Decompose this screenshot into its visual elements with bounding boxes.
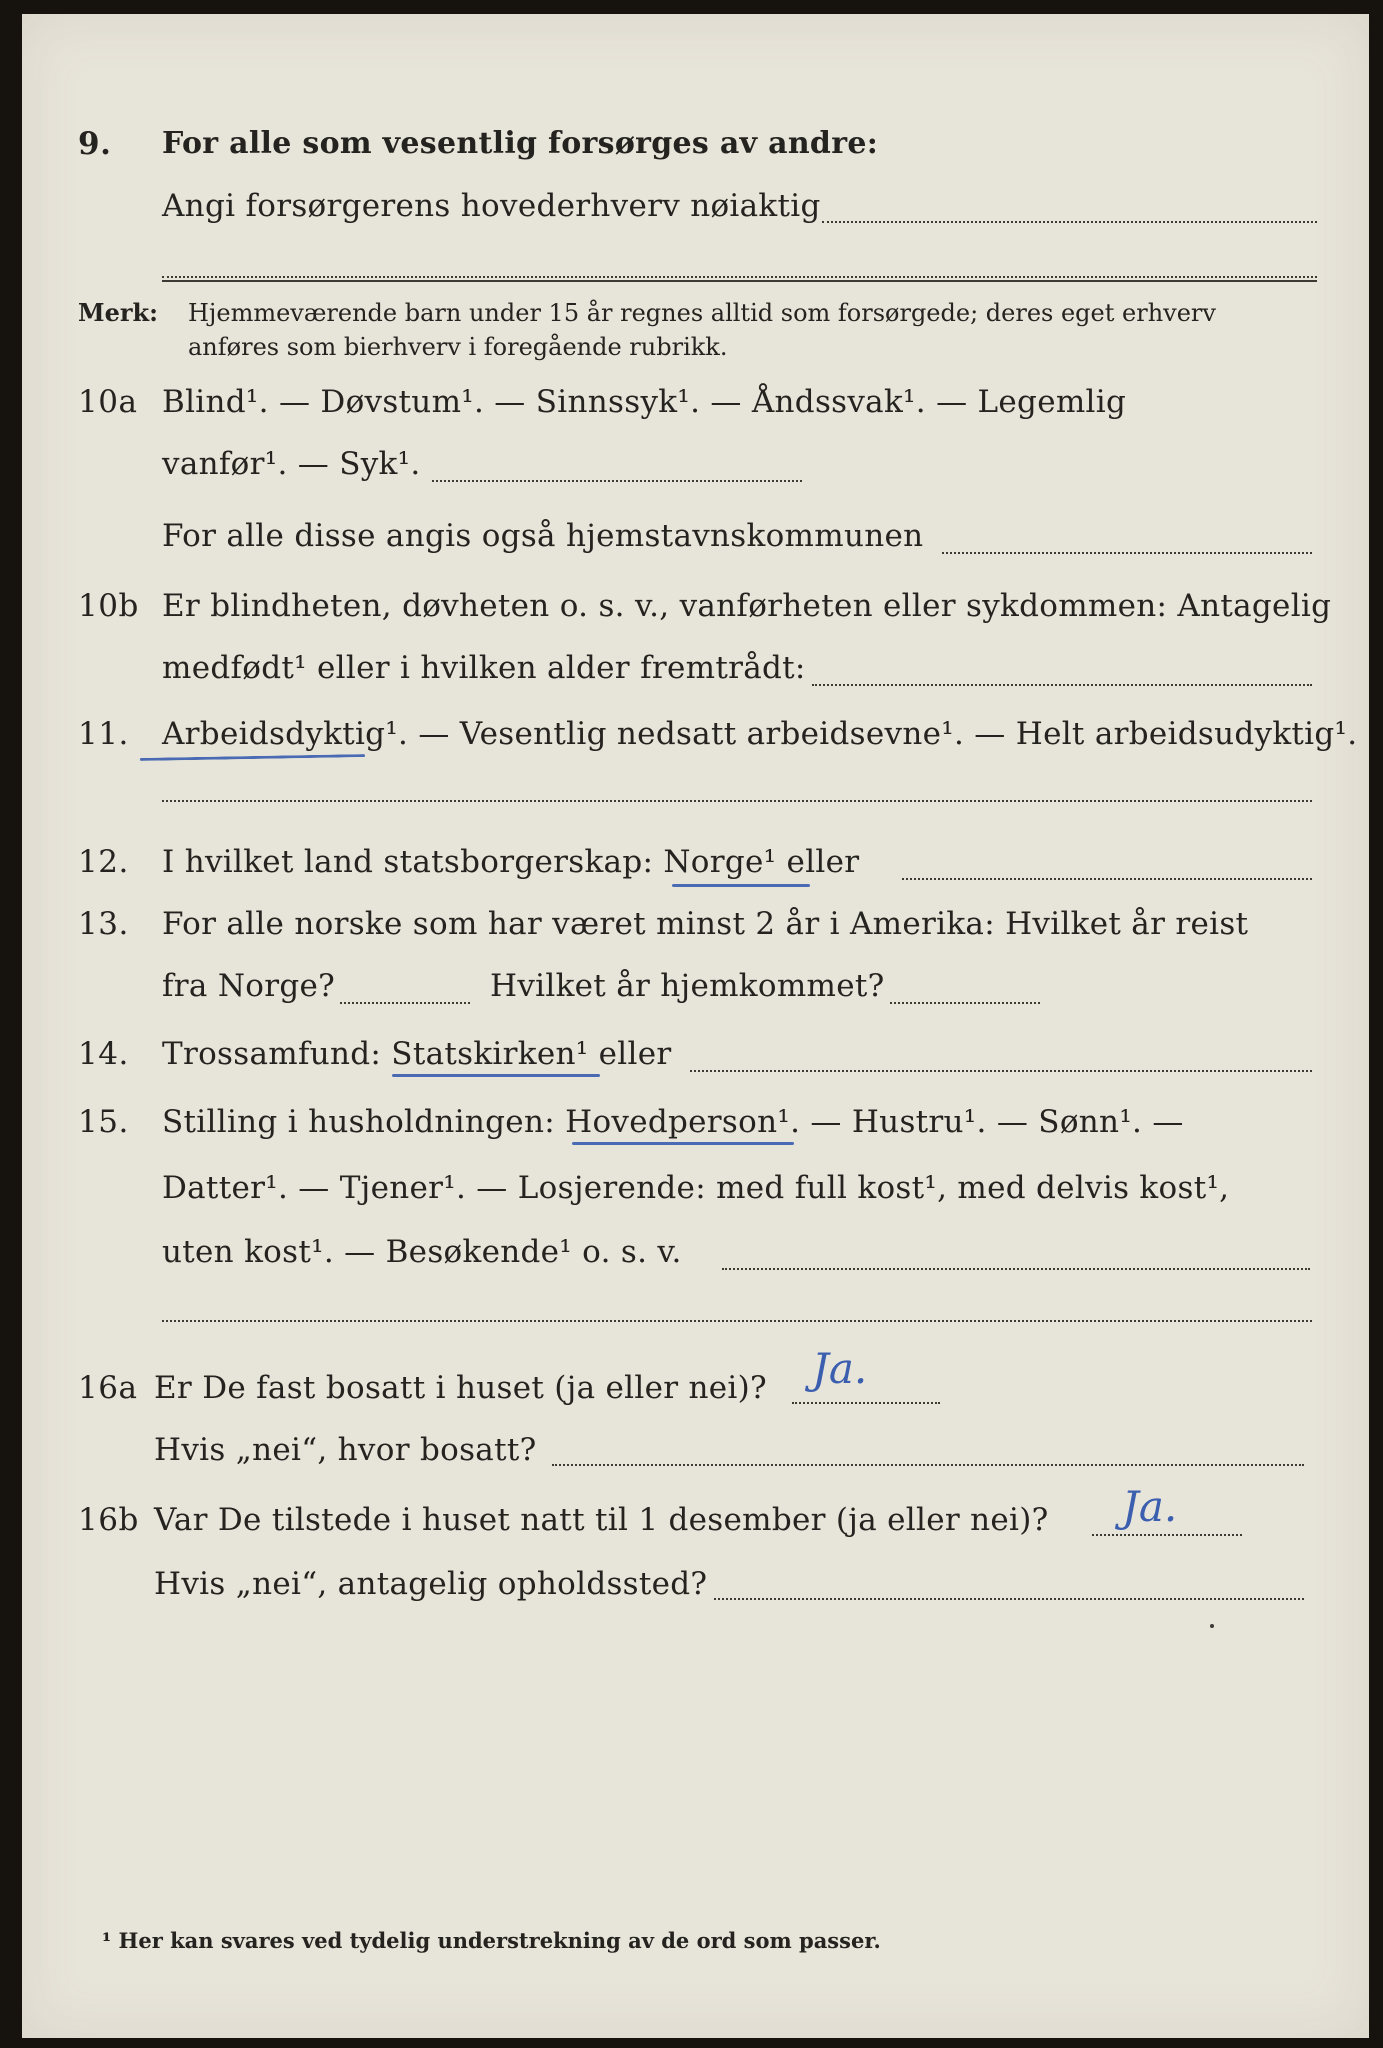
q10a-line-1: Blind¹. — Døvstum¹. — Sinnssyk¹. — Åndssvak¹. — Legemlig — [162, 384, 1127, 420]
q13-number: 13. — [78, 906, 129, 942]
q15-number: 15. — [78, 1104, 129, 1140]
ink-speck — [1210, 1624, 1214, 1628]
q16b-handwritten-answer: Ja. — [1122, 1482, 1178, 1531]
q10b-line-1: Er blindheten, døvheten o. s. v., vanførheten eller sykdommen: Antagelig — [162, 588, 1332, 624]
q10b-answer-line[interactable] — [812, 684, 1312, 686]
q16b-line-2: Hvis „nei“, antagelig opholdssted? — [154, 1566, 708, 1602]
q16a-number: 16a — [78, 1370, 138, 1406]
q13-line-2b: Hvilket år hjemkommet? — [490, 968, 885, 1004]
q13-reist-answer-line[interactable] — [340, 1002, 470, 1004]
q14-line-1: Trossamfund: Statskirken¹ eller — [162, 1036, 672, 1072]
q10b-line-2: medfødt¹ eller i hvilken alder fremtrådt: — [162, 650, 806, 686]
merk-line-2: anføres som bierhverv i foregående rubrikk. — [188, 333, 728, 361]
q9-answer-line-2[interactable] — [162, 276, 1317, 278]
q11-handwritten-underline — [140, 754, 365, 761]
q15-answer-line[interactable] — [722, 1268, 1310, 1270]
q12-line-1: I hvilket land statsborgerskap: Norge¹ eller — [162, 844, 860, 880]
q11-answer-line[interactable] — [162, 800, 1312, 802]
q10a-number: 10a — [78, 384, 138, 420]
q9-number: 9. — [78, 126, 112, 162]
census-form-page — [22, 14, 1369, 2038]
q16b-opholdssted-answer-line[interactable] — [714, 1598, 1304, 1600]
q15-line-1: Stilling i husholdningen: Hovedperson¹. — Hustru¹. — Sønn¹. — — [162, 1104, 1184, 1140]
q9-divider — [162, 280, 1317, 282]
q12-answer-line[interactable] — [902, 878, 1312, 880]
q13-hjemkommet-answer-line[interactable] — [890, 1002, 1040, 1004]
q10a-line-3: For alle disse angis også hjemstavnskommunen — [162, 518, 924, 554]
q10a-syk-answer-line[interactable] — [432, 480, 802, 482]
q15-answer-line-2[interactable] — [162, 1320, 1312, 1322]
q9-answer-line[interactable] — [822, 221, 1317, 223]
q9-question: Angi forsørgerens hovederhverv nøiaktig — [162, 188, 821, 224]
q16a-answer-line[interactable] — [792, 1402, 940, 1404]
q16b-number: 16b — [78, 1502, 139, 1538]
q10a-line-2: vanfør¹. — Syk¹. — [162, 446, 421, 482]
q16b-line-1: Var De tilstede i huset natt til 1 desember (ja eller nei)? — [154, 1502, 1049, 1538]
q13-line-1: For alle norske som har været minst 2 år i Amerika: Hvilket år reist — [162, 906, 1249, 942]
q13-line-2a: fra Norge? — [162, 968, 336, 1004]
q16a-bosatt-answer-line[interactable] — [552, 1464, 1304, 1466]
footnote: ¹ Her kan svares ved tydelig understrekning av de ord som passer. — [102, 1928, 881, 1953]
q14-number: 14. — [78, 1036, 129, 1072]
q11-line-1: Arbeidsdyktig¹. — Vesentlig nedsatt arbeidsevne¹. — Helt arbeidsudyktig¹. — [162, 716, 1358, 752]
q15-handwritten-underline — [572, 1142, 794, 1145]
merk-line-1: Hjemmeværende barn under 15 år regnes alltid som forsørgede; deres eget erhverv — [188, 299, 1216, 327]
q15-line-2: Datter¹. — Tjener¹. — Losjerende: med full kost¹, med delvis kost¹, — [162, 1170, 1230, 1206]
q16a-line-1: Er De fast bosatt i huset (ja eller nei)? — [154, 1370, 767, 1406]
q14-answer-line[interactable] — [690, 1070, 1312, 1072]
q10b-number: 10b — [78, 588, 139, 624]
q16b-answer-line[interactable] — [1092, 1534, 1242, 1536]
q14-handwritten-underline — [392, 1074, 600, 1077]
q12-handwritten-underline — [672, 884, 810, 887]
merk-label: Merk: — [78, 298, 158, 327]
q16a-line-2: Hvis „nei“, hvor bosatt? — [154, 1432, 537, 1468]
q16a-handwritten-answer: Ja. — [812, 1344, 868, 1393]
q9-heading: For alle som vesentlig forsørges av andre: — [162, 126, 879, 161]
q11-number: 11. — [78, 716, 129, 752]
q15-line-3: uten kost¹. — Besøkende¹ o. s. v. — [162, 1234, 682, 1270]
q12-number: 12. — [78, 844, 129, 880]
q10a-hjemstavn-answer-line[interactable] — [942, 552, 1312, 554]
